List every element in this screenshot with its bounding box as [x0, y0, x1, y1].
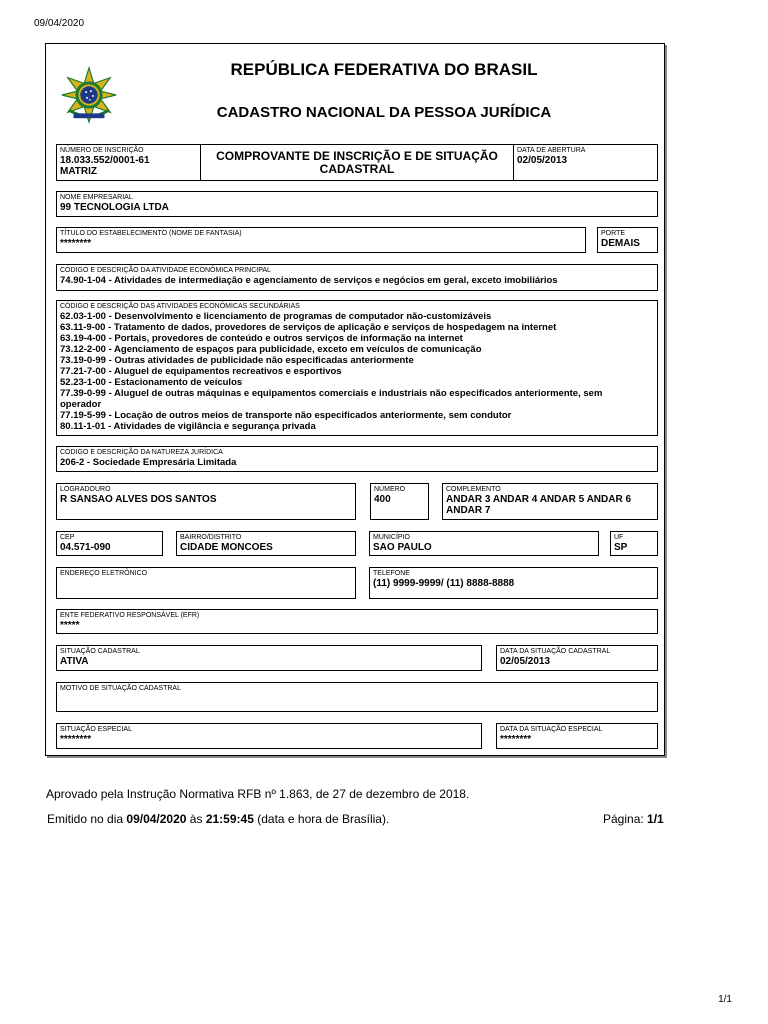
telefone-value: (11) 9999-9999/ (11) 8888-8888 — [373, 578, 515, 589]
inscricao-box — [56, 144, 201, 181]
natureza-juridica-box — [56, 446, 658, 472]
abertura-box — [513, 144, 658, 181]
situacao-box — [56, 645, 482, 671]
inscricao-number: 18.033.552/0001-61 — [60, 155, 150, 166]
emitted-date: 09/04/2020 — [126, 812, 187, 826]
email-box — [56, 567, 356, 599]
porte-label: PORTE — [601, 230, 625, 237]
abertura-value: 02/05/2013 — [517, 155, 568, 166]
page-subtitle: CADASTRO NACIONAL DA PESSOA JURÍDICA — [216, 104, 552, 121]
bairro-value: CIDADE MONCOES — [180, 542, 273, 553]
data-situacao-especial-box — [496, 723, 658, 749]
cep-label: CEP — [60, 534, 75, 541]
complemento-line2: ANDAR 7 — [446, 505, 491, 516]
inscricao-label: NÚMERO DE INSCRIÇÃO — [60, 147, 144, 154]
situacao-especial-box — [56, 723, 482, 749]
nome-empresarial-value: 99 TECNOLOGIA LTDA — [60, 202, 169, 213]
nome-empresarial-label: NOME EMPRESARIAL — [60, 194, 133, 201]
atividades-secundarias-label: CÓDIGO E DESCRIÇÃO DAS ATIVIDADES ECONÔMICAS SECUNDÁRIAS — [60, 303, 300, 310]
situacao-especial-label: SITUAÇÃO ESPECIAL — [60, 726, 132, 733]
uf-value: SP — [614, 542, 628, 553]
page-count: 1/1 — [718, 994, 732, 1005]
list-item: 80.11-1-01 - Atividades de vigilância e segurança privada — [60, 421, 316, 432]
logradouro-label: LOGRADOURO — [60, 486, 111, 493]
abertura-label: DATA DE ABERTURA — [517, 147, 586, 154]
logradouro-value: R SANSAO ALVES DOS SANTOS — [60, 494, 217, 505]
list-item: 77.21-7-00 - Aluguel de equipamentos recreativos e esportivos — [60, 366, 342, 377]
efr-label: ENTE FEDERATIVO RESPONSÁVEL (EFR) — [60, 612, 200, 619]
cep-value: 04.571-090 — [60, 542, 111, 553]
atividade-principal-value: 74.90-1-04 - Atividades de intermediação e agenciamento de serviços e negócios em geral, exceto imobiliários — [60, 275, 558, 286]
atividade-principal-box — [56, 264, 658, 291]
atividade-principal-label: CÓDIGO E DESCRIÇÃO DA ATIVIDADE ECONÔMICA PRINCIPAL — [60, 267, 271, 274]
document-title: COMPROVANTE DE INSCRIÇÃO E DE SITUAÇÃO CADASTRAL — [216, 149, 498, 176]
municipio-box — [369, 531, 599, 556]
list-item: 77.19-5-99 - Locação de outros meios de transporte não especificados anteriormente, sem condutor — [60, 410, 512, 421]
document-title-box — [200, 144, 514, 181]
cep-box — [56, 531, 163, 556]
natureza-juridica-label: CÓDIGO E DESCRIÇÃO DA NATUREZA JURÍDICA — [60, 449, 223, 456]
motivo-box — [56, 682, 658, 712]
list-item: 63.19-4-00 - Portais, provedores de conteúdo e outros serviços de informação na internet — [60, 333, 463, 344]
page-value: 1/1 — [647, 812, 664, 826]
municipio-label: MUNICÍPIO — [373, 534, 410, 541]
list-item: 73.12-2-00 - Agenciamento de espaços para publicidade, exceto em veículos de comunicação — [60, 344, 482, 355]
data-situacao-value: 02/05/2013 — [500, 656, 551, 667]
logradouro-box — [56, 483, 356, 520]
motivo-label: MOTIVO DE SITUAÇÃO CADASTRAL — [60, 685, 181, 692]
page-label: Página: — [603, 812, 644, 826]
numero-value: 400 — [374, 494, 391, 505]
emitted-at: às — [189, 812, 203, 826]
emitted-prefix: Emitido no dia — [47, 812, 124, 826]
numero-box — [370, 483, 429, 520]
fantasia-value: ******** — [60, 238, 92, 249]
efr-value: ***** — [60, 620, 80, 631]
page-indicator — [603, 812, 664, 826]
list-item: 52.23-1-00 - Estacionamento de veículos — [60, 377, 243, 388]
complemento-label: COMPLEMENTO — [446, 486, 501, 493]
list-item: 73.19-0-99 - Outras atividades de publicidade não especificadas anteriormente — [60, 355, 414, 366]
list-item: 63.11-9-00 - Tratamento de dados, provedores de serviços de aplicação e serviços de hospedagem na internet — [60, 322, 557, 333]
porte-value: DEMAIS — [601, 238, 640, 249]
emitted-time: 21:59:45 — [205, 812, 254, 826]
data-situacao-label: DATA DA SITUAÇÃO CADASTRAL — [500, 648, 611, 655]
emitted-suffix: (data e hora de Brasília). — [257, 812, 390, 826]
data-situacao-especial-label: DATA DA SITUAÇÃO ESPECIAL — [500, 726, 603, 733]
telefone-label: TELEFONE — [373, 570, 410, 577]
municipio-value: SAO PAULO — [373, 542, 432, 553]
page-title: REPÚBLICA FEDERATIVA DO BRASIL — [230, 60, 538, 79]
nome-empresarial-box — [56, 191, 658, 217]
bairro-label: BAIRRO/DISTRITO — [180, 534, 242, 541]
efr-box — [56, 609, 658, 634]
data-situacao-especial-value: ******** — [500, 734, 532, 745]
situacao-especial-value: ******** — [60, 734, 92, 745]
inscricao-type: MATRIZ — [60, 166, 98, 177]
complemento-box — [442, 483, 658, 520]
bairro-box — [176, 531, 356, 556]
list-item: operador — [60, 399, 102, 410]
list-item: 62.03-1-00 - Desenvolvimento e licenciamento de programas de computador não-customizáveis — [60, 311, 492, 322]
situacao-value: ATIVA — [60, 656, 89, 667]
porte-box — [597, 227, 658, 253]
fantasia-box — [56, 227, 586, 253]
numero-label: NÚMERO — [374, 486, 406, 493]
list-item: 77.39-0-99 - Aluguel de outras máquinas e equipamentos comerciais e industriais não especificados anteriormente, sem — [60, 388, 603, 399]
approval-note: Aprovado pela Instrução Normativa RFB nº 1.863, de 27 de dezembro de 2018. — [46, 787, 470, 801]
fantasia-label: TÍTULO DO ESTABELECIMENTO (NOME DE FANTASIA) — [60, 230, 242, 237]
telefone-box — [369, 567, 658, 599]
uf-label: UF — [614, 534, 624, 541]
natureza-juridica-value: 206-2 - Sociedade Empresária Limitada — [60, 457, 237, 468]
emission-info — [47, 812, 389, 826]
data-situacao-box — [496, 645, 658, 671]
print-date: 09/04/2020 — [34, 18, 85, 29]
atividades-secundarias-box — [56, 300, 658, 436]
email-label: ENDEREÇO ELETRÔNICO — [60, 570, 148, 577]
situacao-label: SITUAÇÃO CADASTRAL — [60, 648, 140, 655]
uf-box — [610, 531, 658, 556]
complemento-line1: ANDAR 3 ANDAR 4 ANDAR 5 ANDAR 6 — [446, 494, 632, 505]
